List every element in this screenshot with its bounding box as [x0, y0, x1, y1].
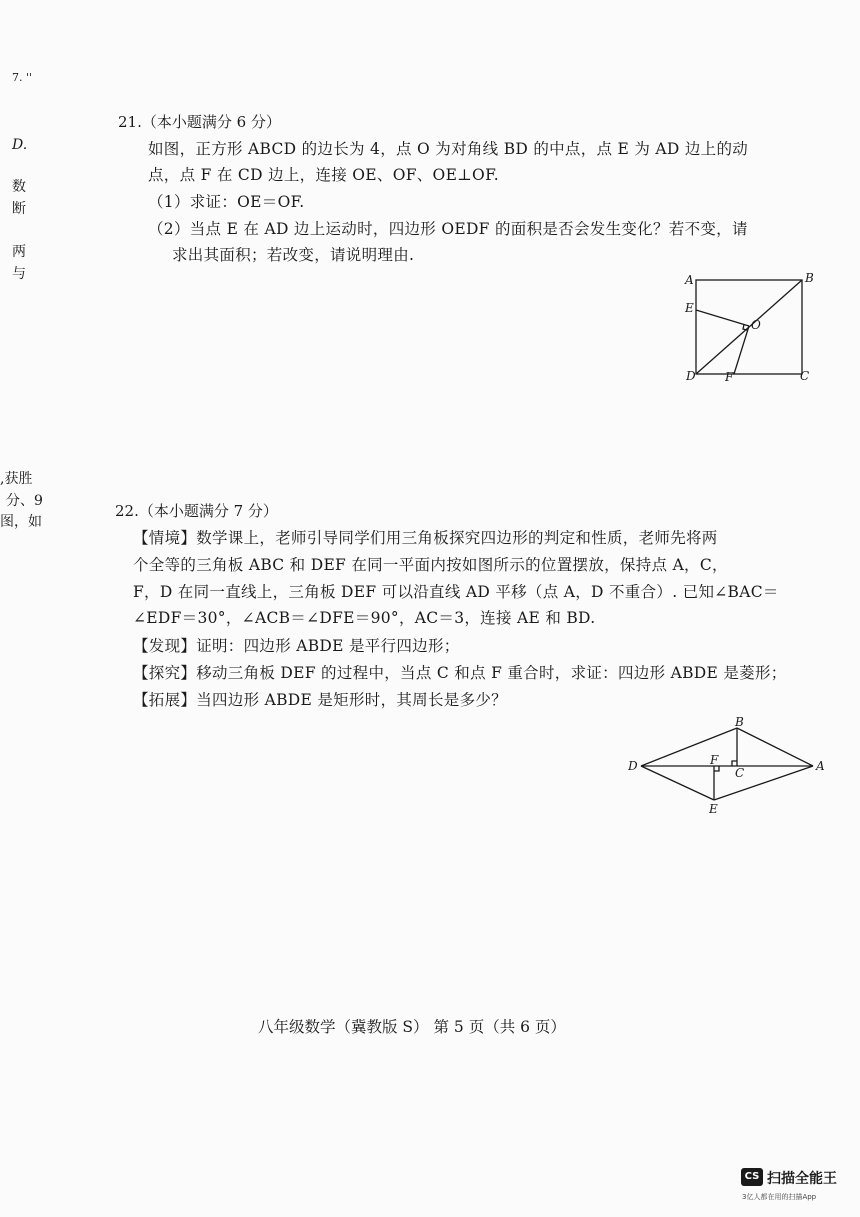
- label-e: E: [709, 802, 718, 816]
- q21-line-3: （1）求证：OE＝OF.: [148, 193, 305, 211]
- segment-de: [641, 766, 714, 800]
- label-f: F: [710, 753, 719, 767]
- q21-line-4: （2）当点 E 在 AD 边上运动时，四边形 OEDF 的面积是否会发生变化？若不变，请: [148, 220, 748, 238]
- q21-line-1: 如图，正方形 ABCD 的边长为 4，点 O 为对角线 BD 的中点，点 E 为 AD 边上的动: [148, 140, 749, 158]
- segment-ba: [737, 728, 813, 766]
- q22-line-2: 个全等的三角板 ABC 和 DEF 在同一平面内按如图所示的位置摆放，保持点 A，C，: [133, 556, 728, 574]
- margin-fragment-a1: 数: [12, 179, 26, 195]
- q21-header: 21.（本小题满分 6 分）: [118, 113, 281, 131]
- label-b: B: [735, 715, 744, 729]
- q21-line-2: 点，点 F 在 CD 边上，连接 OE、OF、OE⊥OF.: [148, 166, 499, 184]
- segment-oe: [696, 310, 749, 326]
- margin-fragment-a2: 断: [12, 201, 26, 217]
- label-d: D: [628, 759, 638, 773]
- q22-line-7: 【拓展】当四边形 ABDE 是矩形时，其周长是多少？: [133, 691, 507, 709]
- margin-fragment-c1: ,获胜: [0, 471, 33, 487]
- label-o: O: [751, 318, 761, 332]
- scanner-tagline: 3亿人都在用的扫描App: [742, 1193, 817, 1201]
- q21-square-figure: [676, 266, 826, 388]
- page-footer: 八年级数学（冀教版 S） 第 5 页（共 6 页）: [258, 1018, 566, 1036]
- q22-line-4: ∠EDF＝30°，∠ACB＝∠DFE＝90°，AC＝3，连接 AE 和 BD.: [133, 609, 596, 627]
- label-c: C: [735, 766, 745, 780]
- label-d: D: [686, 369, 696, 383]
- label-e: E: [685, 301, 694, 315]
- label-b: B: [805, 271, 814, 285]
- q22-line-1: 【情境】数学课上，老师引导同学们用三角板探究四边形的判定和性质，老师先将两: [133, 529, 718, 547]
- q22-triangles-figure: [624, 712, 830, 820]
- scanner-logo-icon: CS: [741, 1168, 763, 1186]
- margin-fragment-c2: 分、9: [6, 493, 43, 509]
- q22-line-3: F，D 在同一直线上，三角板 DEF 可以沿直线 AD 平移（点 A，D 不重合）. 已知∠BAC＝: [133, 583, 779, 601]
- q22-header: 22.（本小题满分 7 分）: [115, 502, 278, 520]
- label-a: A: [816, 759, 825, 773]
- margin-fragment-c3: 图，如: [0, 514, 42, 530]
- label-f: F: [725, 370, 734, 384]
- segment-db: [641, 728, 737, 766]
- q21-line-5: 求出其面积；若改变，请说明理由.: [172, 246, 415, 264]
- q22-line-5: 【发现】证明：四边形 ABDE 是平行四边形；: [133, 637, 460, 655]
- label-a: A: [685, 273, 694, 287]
- scanner-app-name: 扫描全能王: [767, 1171, 837, 1187]
- margin-fragment-d: D.: [12, 137, 28, 153]
- margin-fragment-top: 7. '': [12, 71, 33, 84]
- margin-fragment-b2: 与: [12, 266, 26, 282]
- margin-fragment-b1: 两: [12, 244, 26, 260]
- label-c: C: [800, 369, 810, 383]
- segment-ea: [714, 766, 813, 800]
- q22-line-6: 【探究】移动三角板 DEF 的过程中，当点 C 和点 F 重合时，求证：四边形 ABDE 是菱形；: [133, 664, 787, 682]
